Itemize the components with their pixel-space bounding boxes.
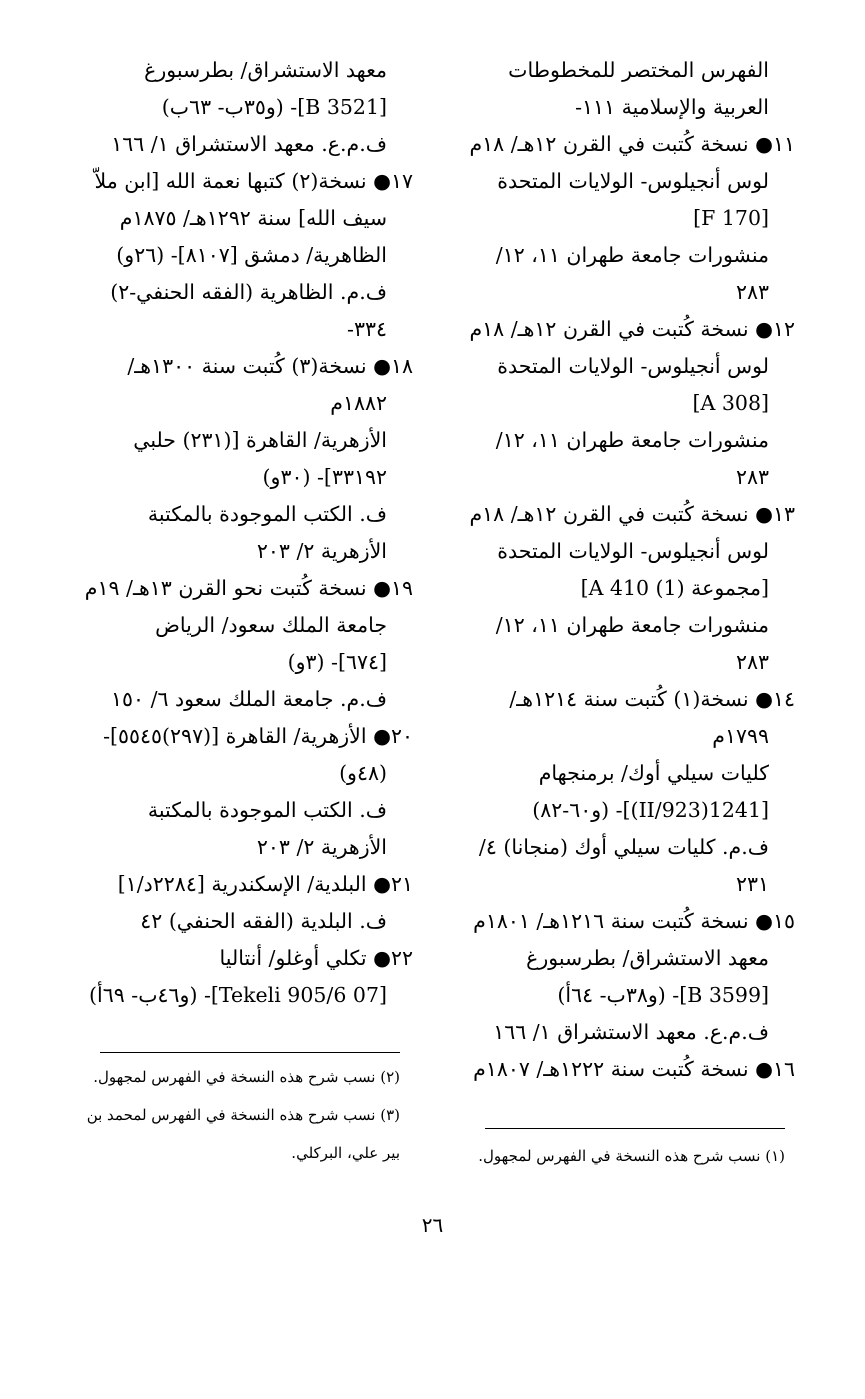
entry-line: الفهرس المختصر للمخطوطات — [508, 58, 769, 82]
entry-line: ٣٣٤- — [347, 317, 387, 341]
entry-line: لوس أنجيلوس- الولايات المتحدة — [497, 539, 769, 563]
entry-line: العربية والإسلامية ١١١- — [575, 95, 769, 119]
entry-heading-line: ١٢● نسخة كُتبت في القرن ١٢هـ/ ١٨م — [469, 317, 795, 341]
entry-line: [B 3521]- (و٣٥ب- ٦٣ب) — [161, 95, 387, 119]
entry-heading-line: ٢٢● تكلي أوغلو/ أنتاليا — [219, 946, 413, 970]
entry-line: ٢٨٣ — [735, 280, 769, 304]
entry-line: [1241(923/II)]- (و٦٠-٨٢) — [532, 798, 769, 822]
entry-heading-line: ١٦● نسخة كُتبت سنة ١٢٢٢هـ/ ١٨٠٧م — [473, 1057, 795, 1081]
entry-line: ٣٣١٩٢]- (٣٠و) — [262, 465, 387, 489]
entry-line: ١٧٩٩م — [712, 724, 769, 748]
left-footnote-separator — [100, 1052, 400, 1053]
entry-line: ف. الكتب الموجودة بالمكتبة — [147, 798, 387, 822]
entry-line: [A 308] — [692, 391, 769, 415]
entry-heading-line: ١٤● نسخة(١) كُتبت سنة ١٢١٤هـ/ — [509, 687, 795, 711]
entry-line: لوس أنجيلوس- الولايات المتحدة — [497, 354, 769, 378]
entry-line: ف. البلدية (الفقه الحنفي) ٤٢ — [140, 909, 387, 933]
entry-line: ف.م.ع. معهد الاستشراق ١/ ١٦٦ — [111, 132, 387, 156]
entry-line: جامعة الملك سعود/ الرياض — [155, 613, 387, 637]
entry-heading-line: ١٩● نسخة كُتبت نحو القرن ١٣هـ/ ١٩م — [84, 576, 413, 600]
entry-line: [B 3599]- (و٣٨ب- ٦٤أ) — [557, 983, 769, 1007]
footnote-3: (٣) نسب شرح هذه النسخة في الفهرس لمحمد بن — [86, 1106, 400, 1124]
footnote-1: (١) نسب شرح هذه النسخة في الفهرس لمجهول. — [478, 1147, 785, 1165]
entry-line: ف.م. جامعة الملك سعود ٦/ ١٥٠ — [111, 687, 387, 711]
right-column — [455, 52, 795, 1088]
entry-line: ٢٨٣ — [735, 650, 769, 674]
entry-line: ٢٣١ — [735, 872, 769, 896]
entry-heading-line: ٢١● البلدية/ الإسكندرية [٢٢٨٤د/١] — [117, 872, 413, 896]
right-footnote-separator — [485, 1128, 785, 1129]
entry-line: ٢٨٣ — [735, 465, 769, 489]
entry-heading-line: ١١● نسخة كُتبت في القرن ١٢هـ/ ١٨م — [469, 132, 795, 156]
entry-line: سيف الله] سنة ١٢٩٢هـ/ ١٨٧٥م — [119, 206, 387, 230]
entry-line: الظاهرية/ دمشق [٨١٠٧]- (٢٦و) — [116, 243, 387, 267]
entry-line: ف.م.ع. معهد الاستشراق ١/ ١٦٦ — [493, 1020, 769, 1044]
entry-heading-line: ١٥● نسخة كُتبت سنة ١٢١٦هـ/ ١٨٠١م — [473, 909, 795, 933]
entry-line: ف.م. كليات سيلي أوك (منجانا) ٤/ — [478, 835, 769, 859]
entry-line: [F 170] — [693, 206, 769, 230]
entry-line: منشورات جامعة طهران ١١، ١٢/ — [495, 613, 769, 637]
entry-line: لوس أنجيلوس- الولايات المتحدة — [497, 169, 769, 193]
entry-line: كليات سيلي أوك/ برمنجهام — [538, 761, 769, 785]
entry-line: معهد الاستشراق/ بطرسبورغ — [526, 946, 769, 970]
footnote-3-continuation: بير علي، البركلي. — [291, 1144, 400, 1162]
footnote-2: (٢) نسب شرح هذه النسخة في الفهرس لمجهول. — [93, 1068, 400, 1086]
entry-line: ف.م. الظاهرية (الفقه الحنفي-٢) — [110, 280, 387, 304]
entry-heading-line: ٢٠● الأزهرية/ القاهرة [(٢٩٧)٥٥٤٥]- — [103, 724, 413, 748]
entry-line: الأزهرية ٢/ ٢٠٣ — [256, 539, 387, 563]
entry-line: [07 Tekeli 905/6]- (و٤٦ب- ٦٩أ) — [89, 983, 387, 1007]
entry-line: الأزهرية ٢/ ٢٠٣ — [256, 835, 387, 859]
entry-line: معهد الاستشراق/ بطرسبورغ — [144, 58, 387, 82]
left-column — [68, 52, 413, 1014]
entry-line: (٤٨و) — [339, 761, 387, 785]
entry-heading-line: ١٣● نسخة كُتبت في القرن ١٢هـ/ ١٨م — [469, 502, 795, 526]
entry-line: [مجموعة A 410 (1)] — [580, 576, 769, 600]
entry-line: ف. الكتب الموجودة بالمكتبة — [147, 502, 387, 526]
page-number: ٢٦ — [421, 1213, 444, 1237]
entry-line: ١٨٨٢م — [330, 391, 387, 415]
entry-line: [٦٧٤]- (٣و) — [287, 650, 387, 674]
entry-line: منشورات جامعة طهران ١١، ١٢/ — [495, 428, 769, 452]
entry-heading-line: ١٧● نسخة(٢) كتبها نعمة الله [ابن ملاّ — [94, 169, 413, 193]
entry-line: الأزهرية/ القاهرة [(٢٣١) حلبي — [133, 428, 387, 452]
entry-line: منشورات جامعة طهران ١١، ١٢/ — [495, 243, 769, 267]
entry-heading-line: ١٨● نسخة(٣) كُتبت سنة ١٣٠٠هـ/ — [127, 354, 413, 378]
